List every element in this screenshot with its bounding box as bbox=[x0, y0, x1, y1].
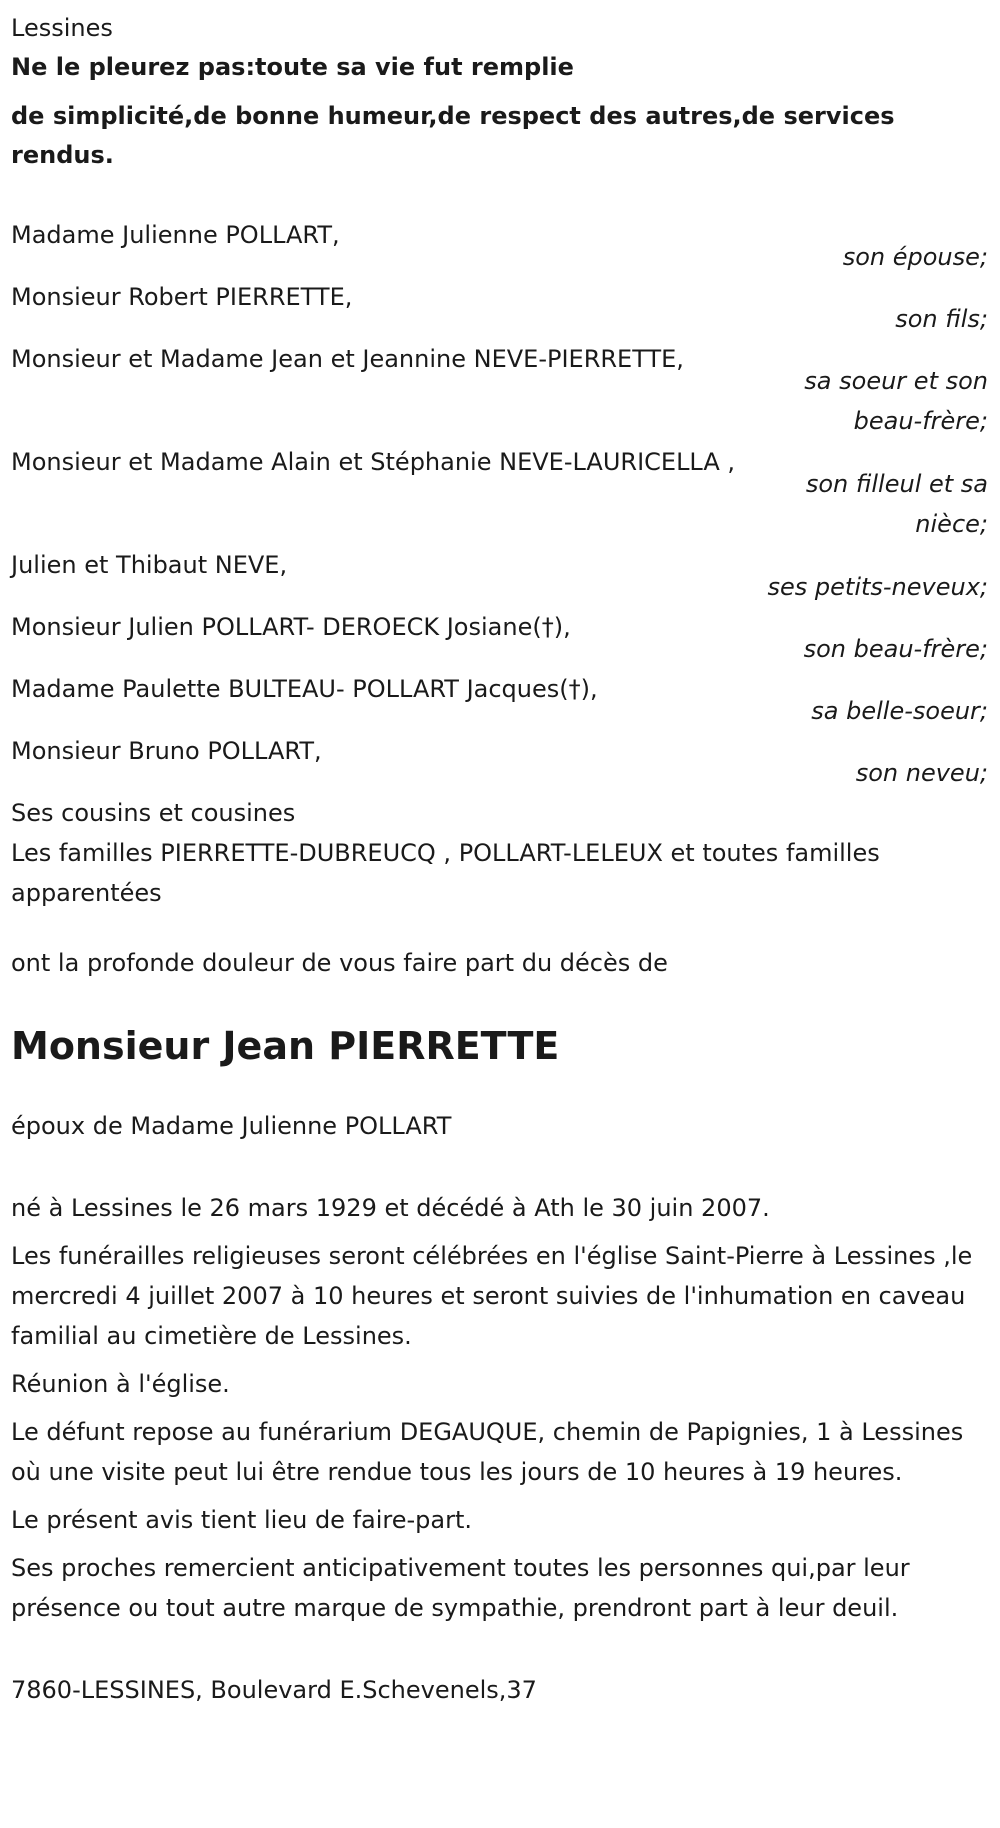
family-list bbox=[11, 215, 988, 793]
thanks-paragraph: Ses proches remercient anticipativement toutes les personnes qui,par leur présence ou tout autre marque de sympathie, prendront part à leur deuil. bbox=[11, 1554, 910, 1622]
family-relation: son filleul et sa nièce; bbox=[805, 470, 988, 538]
spouse-line: époux de Madame Julienne POLLART bbox=[11, 1112, 452, 1140]
meeting-line: Réunion à l'église. bbox=[11, 1370, 230, 1398]
funeral-paragraph: Les funérailles religieuses seront célébrées en l'église Saint-Pierre à Lessines ,le mercredi 4 juillet 2007 à 10 heures et seront suivies de l'inhumation en caveau familial au cimetière de Lessines. bbox=[11, 1242, 973, 1350]
quote-line-2: de simplicité,de bonne humeur,de respect des autres,de services rendus. bbox=[11, 102, 895, 169]
family-row bbox=[11, 339, 988, 442]
family-relation: sa soeur et son beau-frère; bbox=[804, 367, 988, 435]
family-row bbox=[11, 545, 988, 607]
family-row bbox=[11, 669, 988, 731]
family-member-name: Monsieur Robert PIERRETTE, bbox=[11, 283, 353, 311]
family-relation: son beau-frère; bbox=[803, 635, 988, 663]
family-row bbox=[11, 277, 988, 339]
family-relation: sa belle-soeur; bbox=[811, 697, 988, 725]
family-member-name: Monsieur et Madame Alain et Stéphanie NEVE-LAURICELLA , bbox=[11, 448, 736, 476]
family-member-name: Monsieur Bruno POLLART, bbox=[11, 737, 322, 765]
family-row bbox=[11, 215, 988, 277]
address-line: 7860-LESSINES, Boulevard E.Schevenels,37 bbox=[11, 1676, 537, 1704]
family-row bbox=[11, 731, 988, 793]
family-relation: son fils; bbox=[895, 305, 988, 333]
deceased-name: Monsieur Jean PIERRETTE bbox=[11, 1024, 560, 1068]
quote bbox=[11, 48, 988, 175]
family-member-name: Monsieur et Madame Jean et Jeannine NEVE-PIERRETTE, bbox=[11, 345, 684, 373]
family-member-name: Julien et Thibaut NEVE, bbox=[11, 551, 288, 579]
birth-death-line: né à Lessines le 26 mars 1929 et décédé à Ath le 30 juin 2007. bbox=[11, 1194, 770, 1222]
family-row bbox=[11, 607, 988, 669]
cousins-line: Ses cousins et cousines bbox=[11, 799, 296, 827]
family-relation: son épouse; bbox=[842, 243, 988, 271]
quote-line-1: Ne le pleurez pas:toute sa vie fut remplie bbox=[11, 53, 574, 81]
family-relation: son neveu; bbox=[855, 759, 988, 787]
family-relation: ses petits-neveux; bbox=[767, 573, 988, 601]
notice-line: Le présent avis tient lieu de faire-part. bbox=[11, 1506, 473, 1534]
family-row bbox=[11, 442, 988, 545]
announcement-intro: ont la profonde douleur de vous faire part du décès de bbox=[11, 949, 668, 977]
family-member-name: Madame Julienne POLLART, bbox=[11, 221, 340, 249]
funerarium-paragraph: Le défunt repose au funérarium DEGAUQUE, chemin de Papignies, 1 à Lessines où une visite peut lui être rendue tous les jours de 10 heures à 19 heures. bbox=[11, 1418, 964, 1486]
spacer bbox=[11, 913, 988, 943]
city-heading: Lessines bbox=[11, 14, 113, 42]
family-member-name: Madame Paulette BULTEAU- POLLART Jacques(†), bbox=[11, 675, 598, 703]
family-member-name: Monsieur Julien POLLART- DEROECK Josiane(†), bbox=[11, 613, 571, 641]
families-line: Les familles PIERRETTE-DUBREUCQ , POLLART-LELEUX et toutes familles apparentées bbox=[11, 839, 880, 907]
